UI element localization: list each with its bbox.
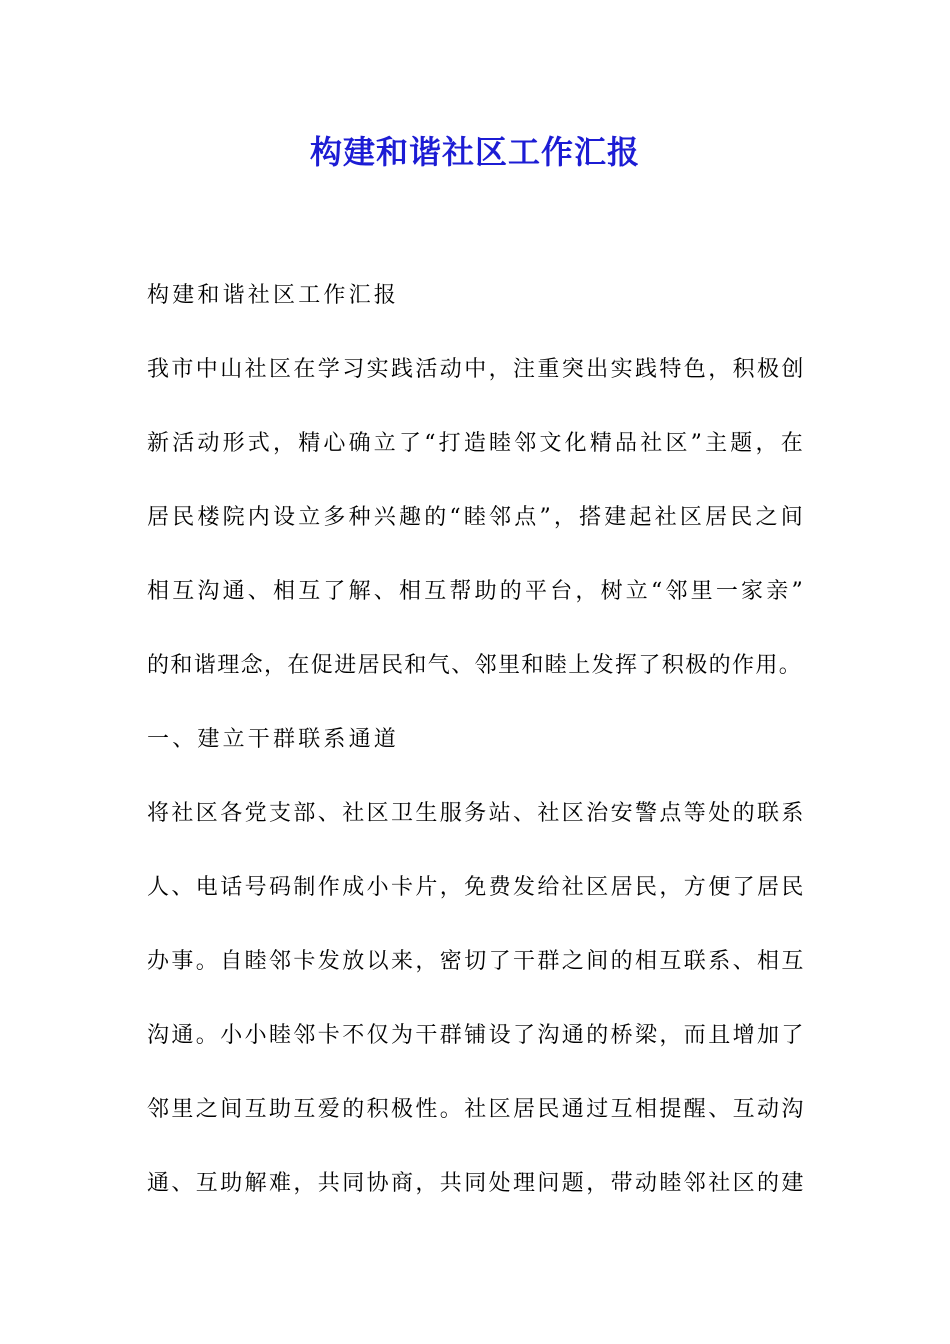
body-line: 人、电话号码制作成小卡片，免费发给社区居民，方便了居民 [147,875,806,900]
body-line: 通、互助解难，共同协商，共同处理问题，带动睦邻社区的建 [147,1171,806,1196]
body-line: 相互沟通、相互了解、相互帮助的平台，树立“邻里一家亲” [147,579,806,604]
body-line-subtitle: 构建和谐社区工作汇报 [147,283,400,308]
body-line: 办事。自睦邻卡发放以来，密切了干群之间的相互联系、相互 [147,949,806,974]
document-title: 构建和谐社区工作汇报 [309,133,640,171]
body-line: 我市中山社区在学习实践活动中，注重突出实践特色，积极创 [147,357,806,382]
body-line: 新活动形式，精心确立了“打造睦邻文化精品社区”主题，在 [147,431,806,456]
body-line: 居民楼院内设立多种兴趣的“睦邻点”，搭建起社区居民之间 [147,505,806,530]
document-body [147,259,806,1221]
body-line: 邻里之间互助互爱的积极性。社区居民通过互相提醒、互动沟 [147,1097,806,1122]
body-line: 将社区各党支部、社区卫生服务站、社区治安警点等处的联系 [147,801,806,826]
section-heading: 一、建立干群联系通道 [147,727,400,752]
body-line: 的和谐理念，在促进居民和气、邻里和睦上发挥了积极的作用。 [147,653,803,678]
body-line: 沟通。小小睦邻卡不仅为干群铺设了沟通的桥梁，而且增加了 [147,1023,806,1048]
